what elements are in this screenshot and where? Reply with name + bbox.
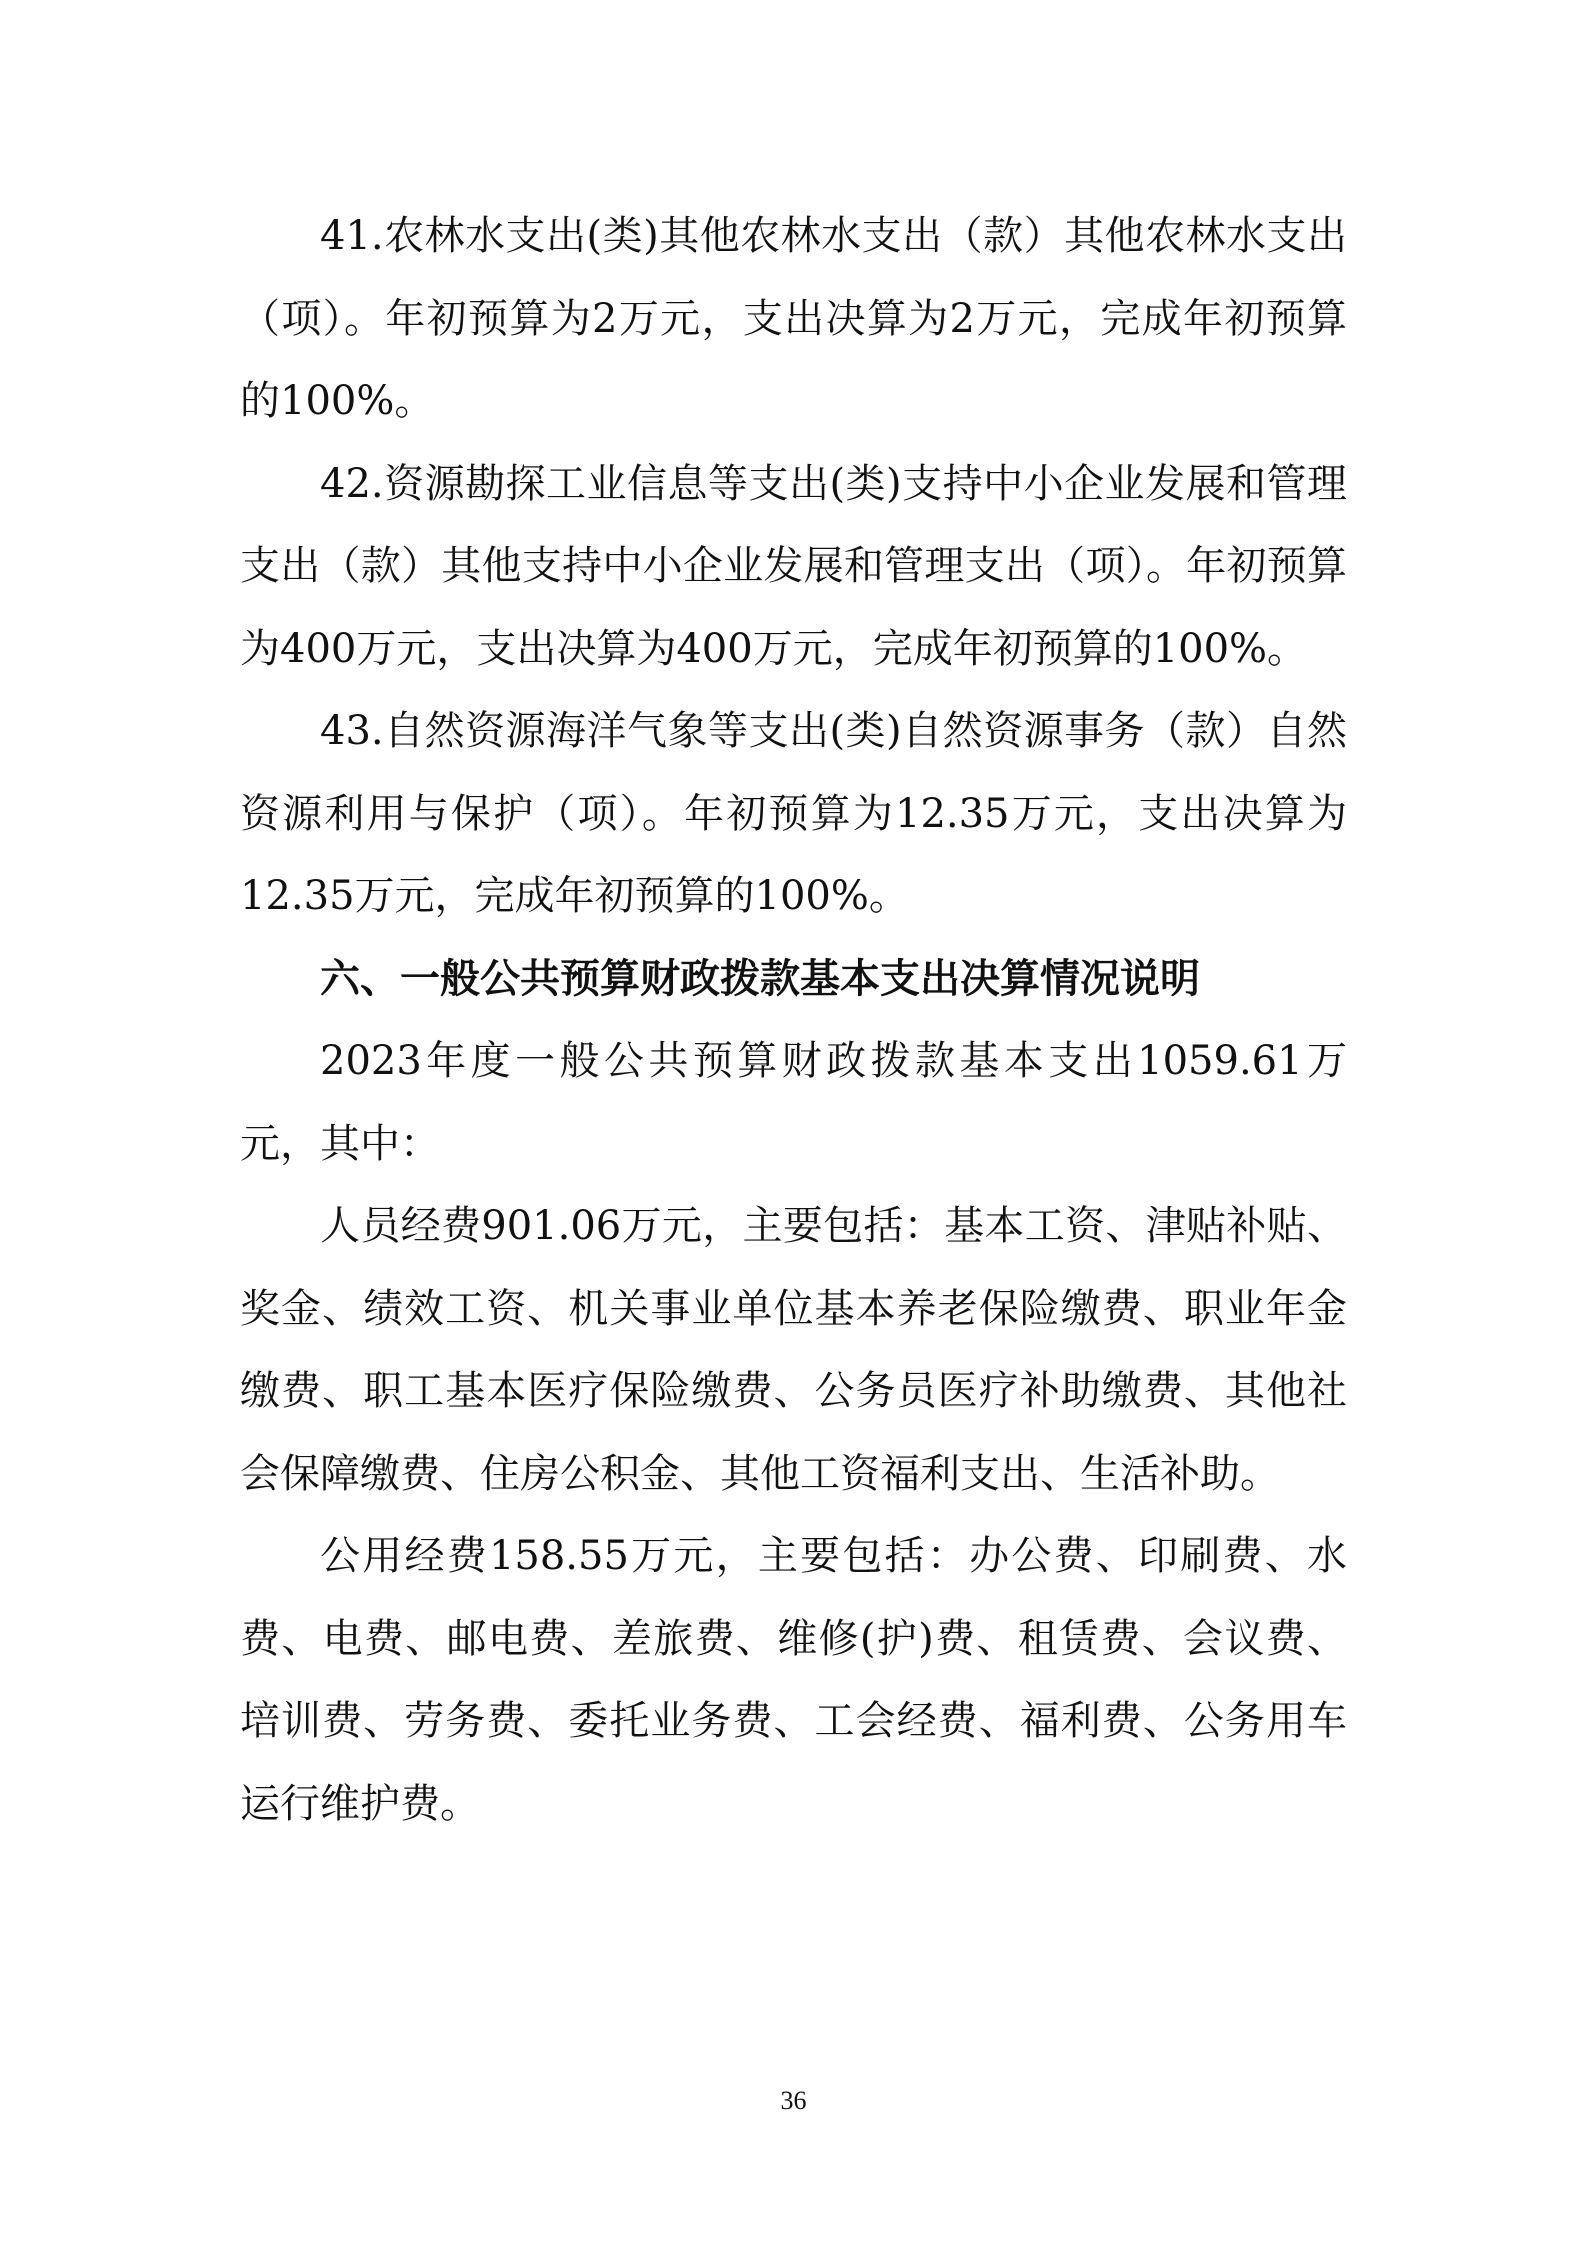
document-body <box>240 195 1347 1845</box>
paragraph-item-41: 41.农林水支出(类)其他农林水支出（款）其他农林水支出（项）。年初预算为2万元，支出决算为2万元，完成年初预算的100%。 <box>240 213 1347 424</box>
paragraph-item-43: 43.自然资源海洋气象等支出(类)自然资源事务（款）自然资源利用与保护（项）。年初预算为12.35万元，支出决算为12.35万元，完成年初预算的100%。 <box>240 708 1347 919</box>
paragraph-personnel-expenses: 人员经费901.06万元，主要包括：基本工资、津贴补贴、奖金、绩效工资、机关事业单位基本养老保险缴费、职业年金缴费、职工基本医疗保险缴费、公务员医疗补助缴费、其他社会保障缴费、住房公积金、其他工资福利支出、生活补助。 <box>240 1203 1347 1497</box>
page-number: 36 <box>780 2086 807 2115</box>
section-heading: 六、一般公共预算财政拨款基本支出决算情况说明 <box>320 955 1200 1002</box>
paragraph-summary: 2023年度一般公共预算财政拨款基本支出1059.61万元，其中： <box>240 1038 1347 1167</box>
paragraph-public-expenses: 公用经费158.55万元，主要包括：办公费、印刷费、水费、电费、邮电费、差旅费、维修(护)费、租赁费、会议费、培训费、劳务费、委托业务费、工会经费、福利费、公务用车运行维护费。 <box>240 1533 1347 1827</box>
paragraph-item-42: 42.资源勘探工业信息等支出(类)支持中小企业发展和管理支出（款）其他支持中小企业发展和管理支出（项）。年初预算为400万元，支出决算为400万元，完成年初预算的100%。 <box>240 460 1347 672</box>
